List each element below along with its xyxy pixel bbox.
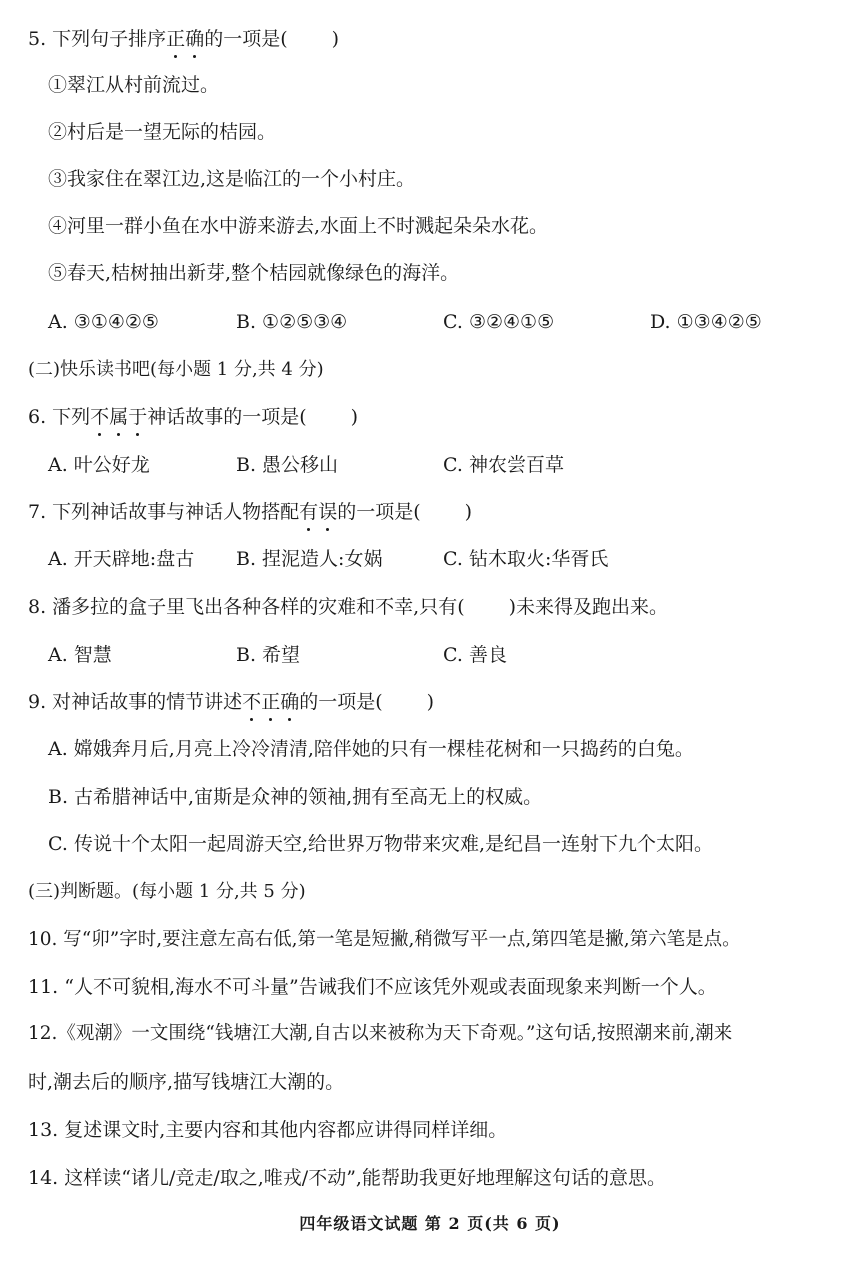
q7-option-a[interactable]: A. 开天辟地:盘古 — [48, 548, 195, 570]
q8-option-c[interactable]: C. 善良 — [443, 644, 507, 666]
q6-stem-text: 神话故事的一项是( — [147, 406, 307, 428]
q7-stem — [28, 500, 472, 524]
emphasis-char: 有 — [299, 501, 319, 523]
emphasis-char: 属 — [109, 406, 129, 428]
q6-option-b[interactable]: B. 愚公移山 — [236, 454, 339, 476]
q5-option-b[interactable]: B. ①②⑤③④ — [236, 311, 348, 333]
q9-stem — [28, 690, 434, 714]
q12-statement-line1[interactable]: 12.《观潮》一文围绕“钱塘江大潮,自古以来被称为天下奇观。”这句话,按照潮来前,潮来 — [28, 1023, 733, 1044]
emphasis-char: 确 — [185, 28, 205, 50]
q5-sentence: ①翠江从村前流过。 — [48, 74, 220, 96]
q7-option-c[interactable]: C. 钻木取火:华胥氏 — [443, 548, 609, 570]
q5-sentence: ④河里一群小鱼在水中游来游去,水面上不时溅起朵朵水花。 — [48, 215, 549, 237]
q5-stem-text: 的一项是( — [204, 28, 288, 50]
q9-stem-text: ) — [426, 691, 435, 713]
q5-stem-text: 5. 下列句子排序 — [28, 28, 167, 50]
q10-statement[interactable]: 10. 写“卯”字时,要注意左高右低,第一笔是短撇,稍微写平一点,第四笔是撇,第六笔是点。 — [28, 929, 741, 950]
emphasis-char: 确 — [280, 691, 300, 713]
q5-stem-text: ) — [331, 28, 340, 50]
q5-option-d[interactable]: D. ①③④②⑤ — [650, 311, 762, 333]
q9-option-b[interactable]: B. 古希腊神话中,宙斯是众神的领袖,拥有至高无上的权威。 — [48, 786, 543, 808]
q6-option-a[interactable]: A. 叶公好龙 — [48, 454, 150, 476]
q6-stem-text: ) — [350, 406, 359, 428]
q7-stem-text: 的一项是( — [337, 501, 421, 523]
q5-stem — [28, 27, 339, 51]
q5-option-a[interactable]: A. ③①④②⑤ — [48, 311, 159, 333]
q6-option-c[interactable]: C. 神农尝百草 — [443, 454, 564, 476]
emphasis-char: 不 — [90, 406, 110, 428]
emphasis-char: 误 — [318, 501, 338, 523]
q5-sentence: ⑤春天,桔树抽出新芽,整个桔园就像绿色的海洋。 — [48, 262, 460, 284]
q11-statement[interactable]: 11. “人不可貌相,海水不可斗量”告诫我们不应该凭外观或表面现象来判断一个人。 — [28, 976, 717, 998]
q7-stem-text: ) — [464, 501, 473, 523]
q8-stem-text: )未来得及跑出来。 — [508, 596, 669, 618]
emphasis-char: 正 — [166, 28, 186, 50]
emphasis-char: 于 — [128, 406, 148, 428]
q9-option-a[interactable]: A. 嫦娥奔月后,月亮上冷冷清清,陪伴她的只有一棵桂花树和一只捣药的白兔。 — [48, 738, 694, 760]
q12-statement-line2: 时,潮去后的顺序,描写钱塘江大潮的。 — [28, 1071, 345, 1093]
q13-statement[interactable]: 13. 复述课文时,主要内容和其他内容都应讲得同样详细。 — [28, 1119, 508, 1141]
q8-option-b[interactable]: B. 希望 — [236, 644, 301, 666]
q8-stem-text: 8. 潘多拉的盒子里飞出各种各样的灾难和不幸,只有( — [28, 596, 465, 618]
emphasis-char: 正 — [261, 691, 281, 713]
q9-stem-text: 9. 对神话故事的情节讲述 — [28, 691, 243, 713]
q8-option-a[interactable]: A. 智慧 — [48, 644, 112, 666]
q8-stem — [28, 595, 668, 619]
q14-statement[interactable]: 14. 这样读“诸儿/竞走/取之,唯戎/不动”,能帮助我更好地理解这句话的意思。 — [28, 1167, 666, 1189]
q6-stem-text: 6. 下列 — [28, 406, 91, 428]
emphasis-char: 不 — [242, 691, 262, 713]
q9-stem-text: 的一项是( — [299, 691, 383, 713]
section-heading: (二)快乐读书吧(每小题 1 分,共 4 分) — [28, 359, 324, 380]
q9-option-c[interactable]: C. 传说十个太阳一起周游天空,给世界万物带来灾难,是纪昌一连射下九个太阳。 — [48, 833, 714, 855]
q5-sentence: ②村后是一望无际的桔园。 — [48, 121, 277, 143]
section-heading: (三)判断题。(每小题 1 分,共 5 分) — [28, 881, 306, 902]
q5-option-c[interactable]: C. ③②④①⑤ — [443, 311, 555, 333]
page-footer: 四年级语文试题 第 2 页(共 6 页) — [299, 1214, 561, 1233]
q7-option-b[interactable]: B. 捏泥造人:女娲 — [236, 548, 383, 570]
q7-stem-text: 7. 下列神话故事与神话人物搭配 — [28, 501, 300, 523]
q6-stem — [28, 405, 358, 429]
q5-sentence: ③我家住在翠江边,这是临江的一个小村庄。 — [48, 168, 416, 190]
